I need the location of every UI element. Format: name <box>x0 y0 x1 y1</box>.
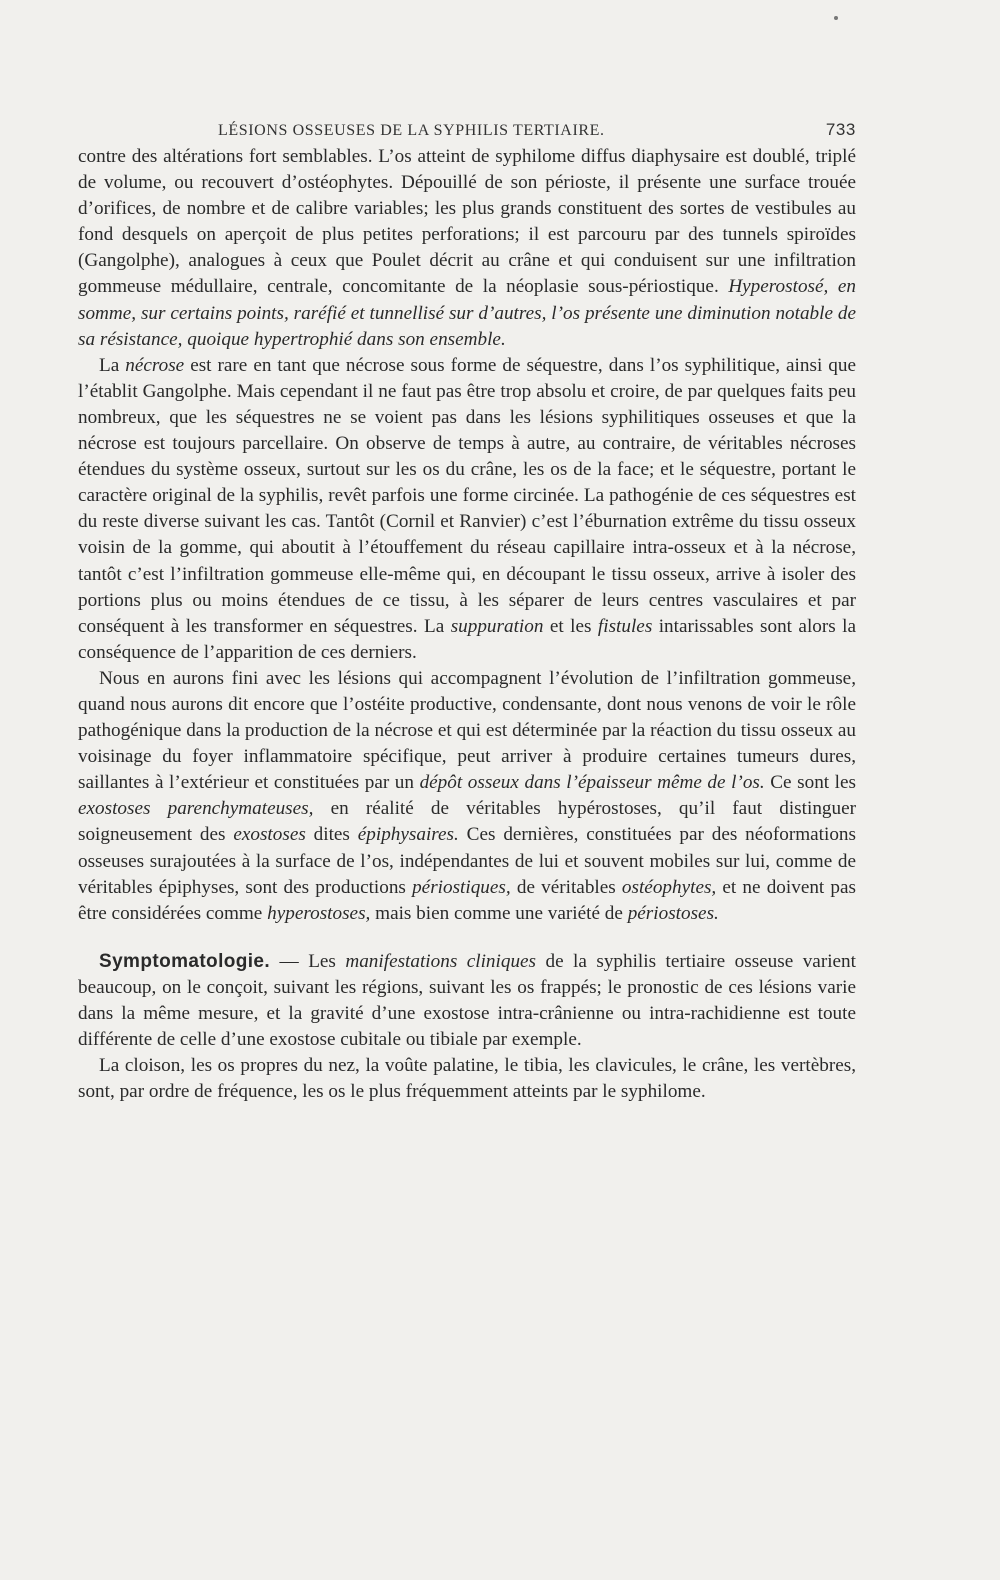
text-run: et les <box>543 615 598 637</box>
text-run: de la syphilis tertiaire osseuse varient beaucoup, on le conçoit, suivant les régions, suivant les os frappés; le pronostic de ces lésions varie dans la même mesure, et la gravité d’une exostose intra-crânienne ou intra-rachidienne est toute différente de celle d’une exostose cubitale ou tibiale par exemple. <box>78 950 856 1051</box>
text-run: Ce sont les <box>764 772 856 794</box>
text-run: en réalité de véritables hypérostoses, qu’il faut distinguer soigneusement des <box>78 798 857 846</box>
italic-run: Hyperostosé, en somme, sur certains points, raréfié et tunnellisé sur d’autres, l’os présente une diminution notable de sa résistance, quoique hypertrophié dans son ensemble. <box>78 276 856 350</box>
section-symptomatologie <box>78 949 856 1106</box>
paragraph-continuation <box>78 144 856 353</box>
ink-speck <box>834 16 838 20</box>
italic-run: périostoses. <box>627 902 719 924</box>
italic-run: périostiques, <box>412 876 511 898</box>
section-heading: Symptomatologie. <box>99 950 271 972</box>
text-run: mais bien comme une variété de <box>370 902 628 924</box>
italic-run: épiphysaires. <box>357 824 459 846</box>
italic-run: fistules <box>597 615 653 637</box>
italic-run: manifestations cliniques <box>345 950 537 972</box>
text-run: Nous en aurons fini avec les lésions qui accompagnent l’évolution de l’infiltration gommeuse, quand nous aurons dit encore que l’ostéite productive, condensante, dont nous venons de voir le rôle pathogénique dans la production de la nécrose et qui est déterminée par la réaction du tissu osseux au voisinage du foyer inflammatoire spécifique, peut arriver à produire certaines tumeurs dures, saillantes à l’extérieur et constituées par un <box>78 667 856 794</box>
running-title: LÉSIONS OSSEUSES DE LA SYPHILIS TERTIAIRE. <box>218 122 605 139</box>
text-run: et ne doivent pas être considérées comme <box>78 876 857 924</box>
text-run: contre des altérations fort semblables. L’os atteint de syphilome diffus diaphysaire est doublé, triplé de volume, ou recouvert d’ostéophytes. Dépouillé de son périoste, il présente une surface trouée d’orifices, de nombre et de calibre variables; les plus grands constituent des sortes de vestibules au fond desquels on aperçoit de plus petites perforations; il est parcouru par des tunnels spiroïdes (Gangolphe), analogues à ceux que Poulet décrit au crâne et qui conduisent sur une infiltration gommeuse médullaire, centrale, concomitante de la néoplasie sous-périostique. <box>78 146 856 298</box>
page-number: 733 <box>825 120 856 139</box>
italic-run: hyperostoses, <box>267 902 371 924</box>
book-page <box>78 118 856 1105</box>
text-run: — Les <box>270 950 346 972</box>
italic-run: exostoses <box>233 824 306 846</box>
italic-run: nécrose <box>125 354 185 376</box>
text-run: de véritables <box>510 876 622 898</box>
running-header <box>78 118 856 144</box>
italic-run: dépôt osseux dans l’épaisseur même de l’os. <box>419 772 765 794</box>
text-run: Ces dernières, constituées par des néoformations osseuses surajoutées à la surface de l’os, indépendantes de lui et souvent mobiles sur lui, comme de véritables épiphyses, sont des productions <box>78 824 856 898</box>
paragraph-symptomatologie <box>78 949 856 1053</box>
text-run: est rare en tant que nécrose sous forme de séquestre, dans l’os syphilitique, ainsi que l’établit Gangolphe. Mais cependant il ne faut pas être trop absolu et croire, de par quelques faits peu nombreux, que les séquestres ne se voient pas dans les lésions syphilitiques osseuses et que la nécrose est toujours parcellaire. On observe de temps à autre, au contraire, de véritables nécroses étendues du système osseux, surtout sur les os du crâne, les os de la face; et le séquestre, portant le caractère original de la syphilis, revêt parfois une forme circinée. La pathogénie de ces séquestres est du reste diverse suivant les cas. Tantôt (Cornil et Ranvier) c’est l’éburnation extrême du tissu osseux voisin de la gomme, qui aboutit à l’étouffement du réseau capillaire intra-osseux et à la nécrose, tantôt c’est l’infiltration gommeuse elle-même qui, en découpant le tissu osseux, arrive à isoler des portions plus ou moins étendues de ce tissu, à les séparer de leurs centres vasculaires et par conséquent à les transformer en séquestres. La <box>78 354 856 637</box>
paragraph-necrose <box>78 353 856 666</box>
text-run: intarissables sont alors la conséquence de l’apparition de ces derniers. <box>78 615 857 663</box>
paragraph-frequence: La cloison, les os propres du nez, la voûte palatine, le tibia, les clavicules, le crâne, les vertèbres, sont, par ordre de fréquence, les os le plus fréquemment atteints par le syphilome. <box>78 1055 856 1103</box>
text-run: La <box>99 354 126 376</box>
paragraph-exostoses <box>78 666 856 927</box>
italic-run: suppuration <box>450 615 544 637</box>
italic-run: exostoses parenchymateuses, <box>78 798 314 820</box>
italic-run: ostéophytes, <box>621 876 717 898</box>
text-run: dites <box>305 824 358 846</box>
